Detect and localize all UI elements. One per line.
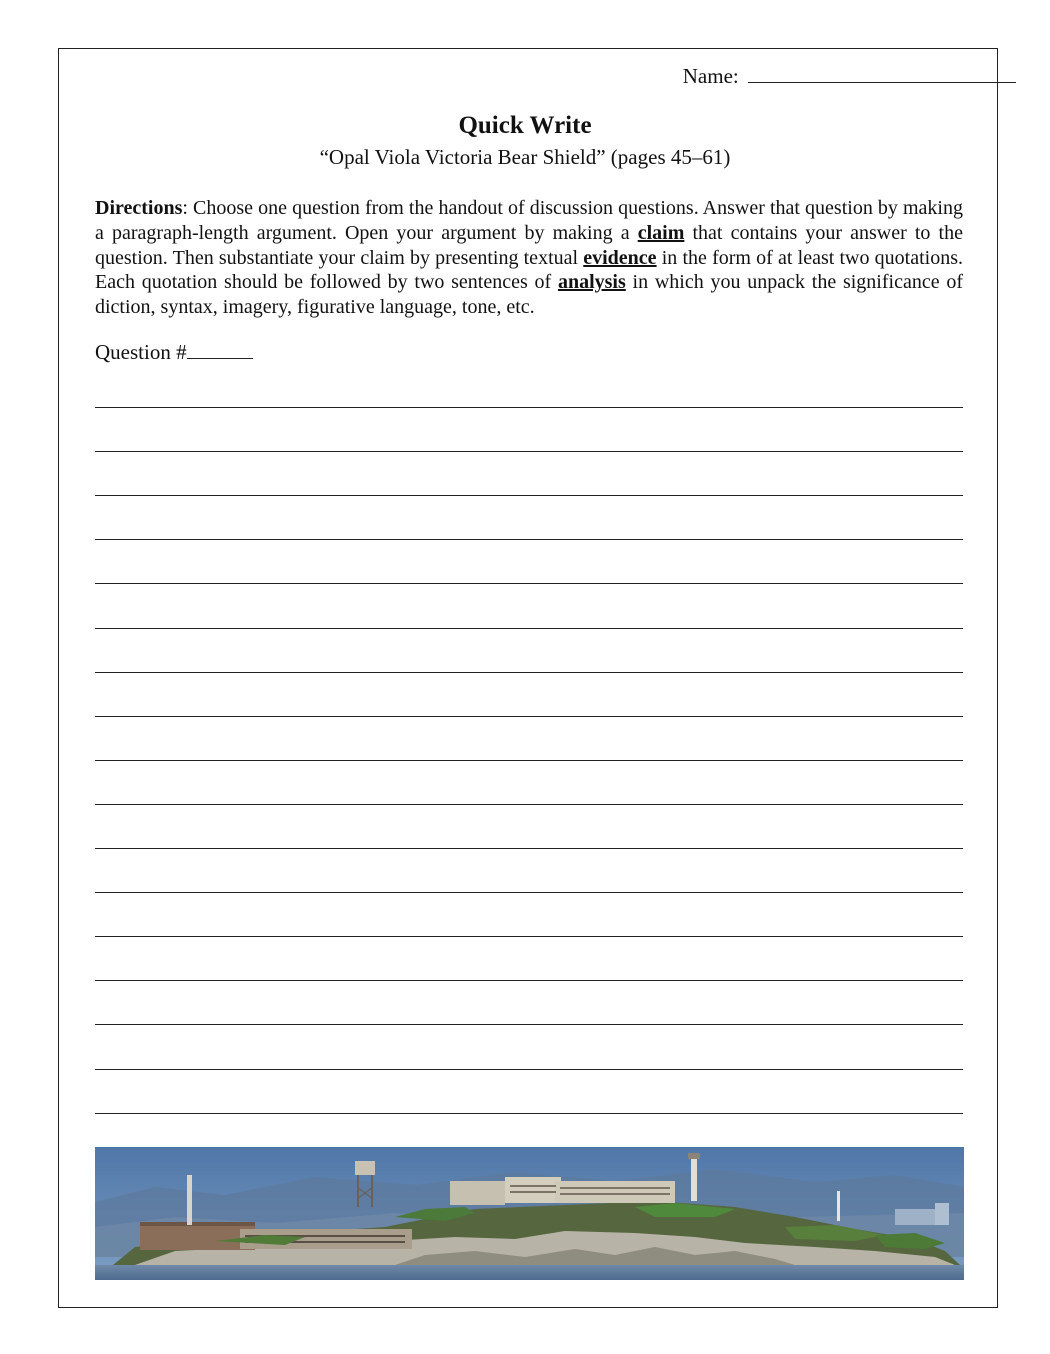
directions-text-1: : Choose one question from the handout of discussion questions. Answer that question by making a paragraph-length argument. Open your argument by making a [95, 197, 963, 244]
answer-line[interactable] [95, 980, 963, 981]
directions-text-3: in the form of at least two quotations. Each quotation should be followed by two sentences of [95, 246, 963, 294]
answer-line[interactable] [95, 539, 963, 540]
term-evidence: evidence [583, 246, 657, 269]
answer-line[interactable] [95, 892, 963, 893]
answer-line[interactable] [95, 407, 963, 408]
answer-line[interactable] [95, 1069, 963, 1070]
answer-line[interactable] [95, 1024, 963, 1025]
alcatraz-island-photo [95, 1147, 964, 1280]
question-number-field [95, 340, 253, 365]
answer-line[interactable] [95, 1113, 963, 1114]
answer-line[interactable] [95, 451, 963, 452]
name-field [0, 62, 1016, 89]
answer-line[interactable] [95, 628, 963, 629]
question-label: Question # [95, 340, 187, 364]
answer-line[interactable] [95, 672, 963, 673]
directions-label: Directions [95, 197, 183, 219]
answer-line[interactable] [95, 936, 963, 937]
worksheet-title: Quick Write [458, 112, 592, 139]
answer-line[interactable] [95, 848, 963, 849]
answer-line[interactable] [95, 583, 963, 584]
directions-text-2: that contains your answer to the question. Then substantiate your claim by presenting textual [95, 221, 963, 269]
question-number-blank[interactable] [187, 340, 253, 359]
directions-text-4: in which you unpack the significance of diction, syntax, imagery, figurative language, tone, etc. [95, 271, 964, 319]
answer-line[interactable] [95, 804, 963, 805]
term-analysis: analysis [557, 271, 626, 294]
term-claim: claim [637, 221, 685, 244]
name-blank[interactable] [748, 62, 1016, 83]
answer-line[interactable] [95, 760, 963, 761]
directions-paragraph [95, 196, 963, 320]
answer-line[interactable] [95, 495, 963, 496]
answer-line[interactable] [95, 716, 963, 717]
name-label: Name: [682, 64, 739, 88]
worksheet-subtitle: “Opal Viola Victoria Bear Shield” (pages 45–61) [319, 145, 731, 169]
